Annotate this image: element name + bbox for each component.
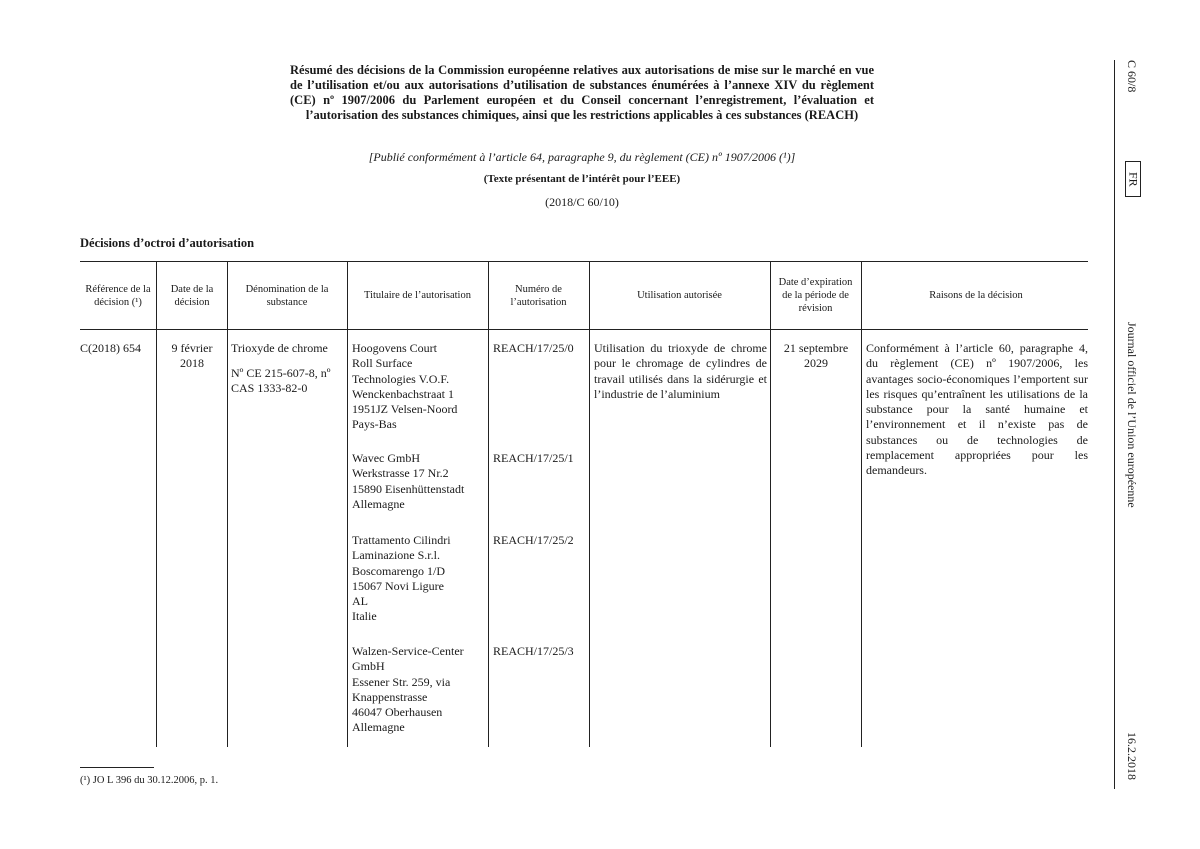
authorisation-number: REACH/17/25/0 <box>493 341 574 355</box>
address-line: 46047 Oberhausen <box>352 705 443 720</box>
footnote-rule <box>80 767 154 768</box>
address-line: Technologies V.O.F. <box>352 371 450 386</box>
address-line: Italie <box>352 609 377 624</box>
column-divider <box>770 261 771 747</box>
expiry-date: 21 septembre 2029 <box>783 341 849 371</box>
header-number: Numéro de l’autorisation <box>510 283 567 308</box>
header-reference: Référence de la décision (¹) <box>85 283 151 308</box>
address-line: Hoogovens Court <box>352 341 437 355</box>
authorised-use: Utilisation du trioxyde de chrome pour le chromage de cylindres de travail utilisés dans la sidérurgie et l’industrie de l’aluminium <box>594 341 767 401</box>
language-badge <box>1125 161 1141 197</box>
journal-name: Journal officiel de l’Union européenne <box>1125 322 1139 508</box>
publication-note: [Publié conformément à l’article 64, paragraphe 9, du règlement (CE) nº 1907/2006 (¹)] <box>368 150 796 164</box>
address-line: Wavec GmbH <box>352 451 421 465</box>
substance-numbers: Nº CE 215-607-8, nº CAS 1333-82-0 <box>231 366 331 396</box>
address-line: Wenckenbachstraat 1 <box>352 386 454 401</box>
address-line: Trattamento Cilindri <box>352 533 451 547</box>
address-line: 15067 Novi Ligure <box>352 578 444 593</box>
address-line: AL <box>352 594 368 609</box>
address-line: Pays-Bas <box>352 417 397 432</box>
authorisation-number: REACH/17/25/2 <box>493 533 574 547</box>
address-line: Knappenstrasse <box>352 689 428 704</box>
page-reference: C 60/8 <box>1125 60 1139 93</box>
document-title: Résumé des décisions de la Commission européenne relatives aux autorisations de mise sur le marché en vue de l’utilisation et/ou aux autorisations d’utilisation de substances énumérées à l’annexe XIV du règlement (CE) nº 1907/2006 du Parlement européen et du Conseil concernant l’enregistrement, l’évaluation et l’autorisation des substances chimiques, ainsi que les restrictions applicables à ces substances (REACH) <box>290 63 874 122</box>
language-code: FR <box>1126 171 1141 187</box>
address-line: Allemagne <box>352 496 405 511</box>
table-header-rule <box>80 329 1088 330</box>
authorisation-number: REACH/17/25/3 <box>493 644 574 658</box>
address-line: 1951JZ Velsen-Noord <box>352 402 458 417</box>
address-line: GmbH <box>352 659 385 674</box>
address-line: Walzen-Service-Center <box>352 644 464 658</box>
header-date: Date de la décision <box>170 283 214 308</box>
column-divider <box>347 261 348 747</box>
decision-reasons: Conformément à l’article 60, paragraphe 4, du règlement (CE) nº 1907/2006, les avantages socio-économiques l’emportent sur les risques qu’entraînent les utilisations de la substance pour la santé humaine et l’environnement et il n’existe pas de substances ou de technologies de remplacement appropriées pour les demandeurs. <box>866 341 1088 478</box>
holder-address <box>352 341 486 433</box>
holder-address <box>352 644 486 736</box>
header-substance: Dénomination de la substance <box>245 283 329 308</box>
column-divider <box>861 261 862 747</box>
column-divider <box>488 261 489 747</box>
section-title: Décisions d’octroi d’autorisation <box>80 236 255 250</box>
header-expiry: Date d’expiration de la période de révision <box>778 277 853 314</box>
document-reference: (2018/C 60/10) <box>545 195 619 209</box>
column-divider <box>227 261 228 747</box>
header-reasons: Raisons de la décision <box>929 290 1023 301</box>
address-line: Roll Surface <box>352 356 413 371</box>
address-line: Essener Str. 259, via <box>352 674 451 689</box>
decision-reference: C(2018) 654 <box>80 341 141 355</box>
header-holder: Titulaire de l’autorisation <box>364 290 471 301</box>
holder-address <box>352 533 486 625</box>
address-line: Allemagne <box>352 720 405 735</box>
address-line: Werkstrasse 17 Nr.2 <box>352 466 449 481</box>
decision-date: 9 février 2018 <box>171 341 213 371</box>
address-line: Laminazione S.r.l. <box>352 548 440 563</box>
holder-address <box>352 451 486 512</box>
eee-note: (Texte présentant de l’intérêt pour l’EEE) <box>483 173 681 185</box>
column-divider <box>589 261 590 747</box>
address-line: 15890 Eisenhüttenstadt <box>352 481 465 496</box>
margin-rule <box>1114 60 1115 789</box>
footnote: (¹) JO L 396 du 30.12.2006, p. 1. <box>80 775 219 786</box>
publication-date: 16.2.2018 <box>1125 732 1139 780</box>
authorisation-number: REACH/17/25/1 <box>493 451 574 465</box>
column-divider <box>156 261 157 747</box>
header-use: Utilisation autorisée <box>637 290 722 301</box>
address-line: Boscomarengo 1/D <box>352 563 445 578</box>
substance-name: Trioxyde de chrome <box>231 341 328 355</box>
